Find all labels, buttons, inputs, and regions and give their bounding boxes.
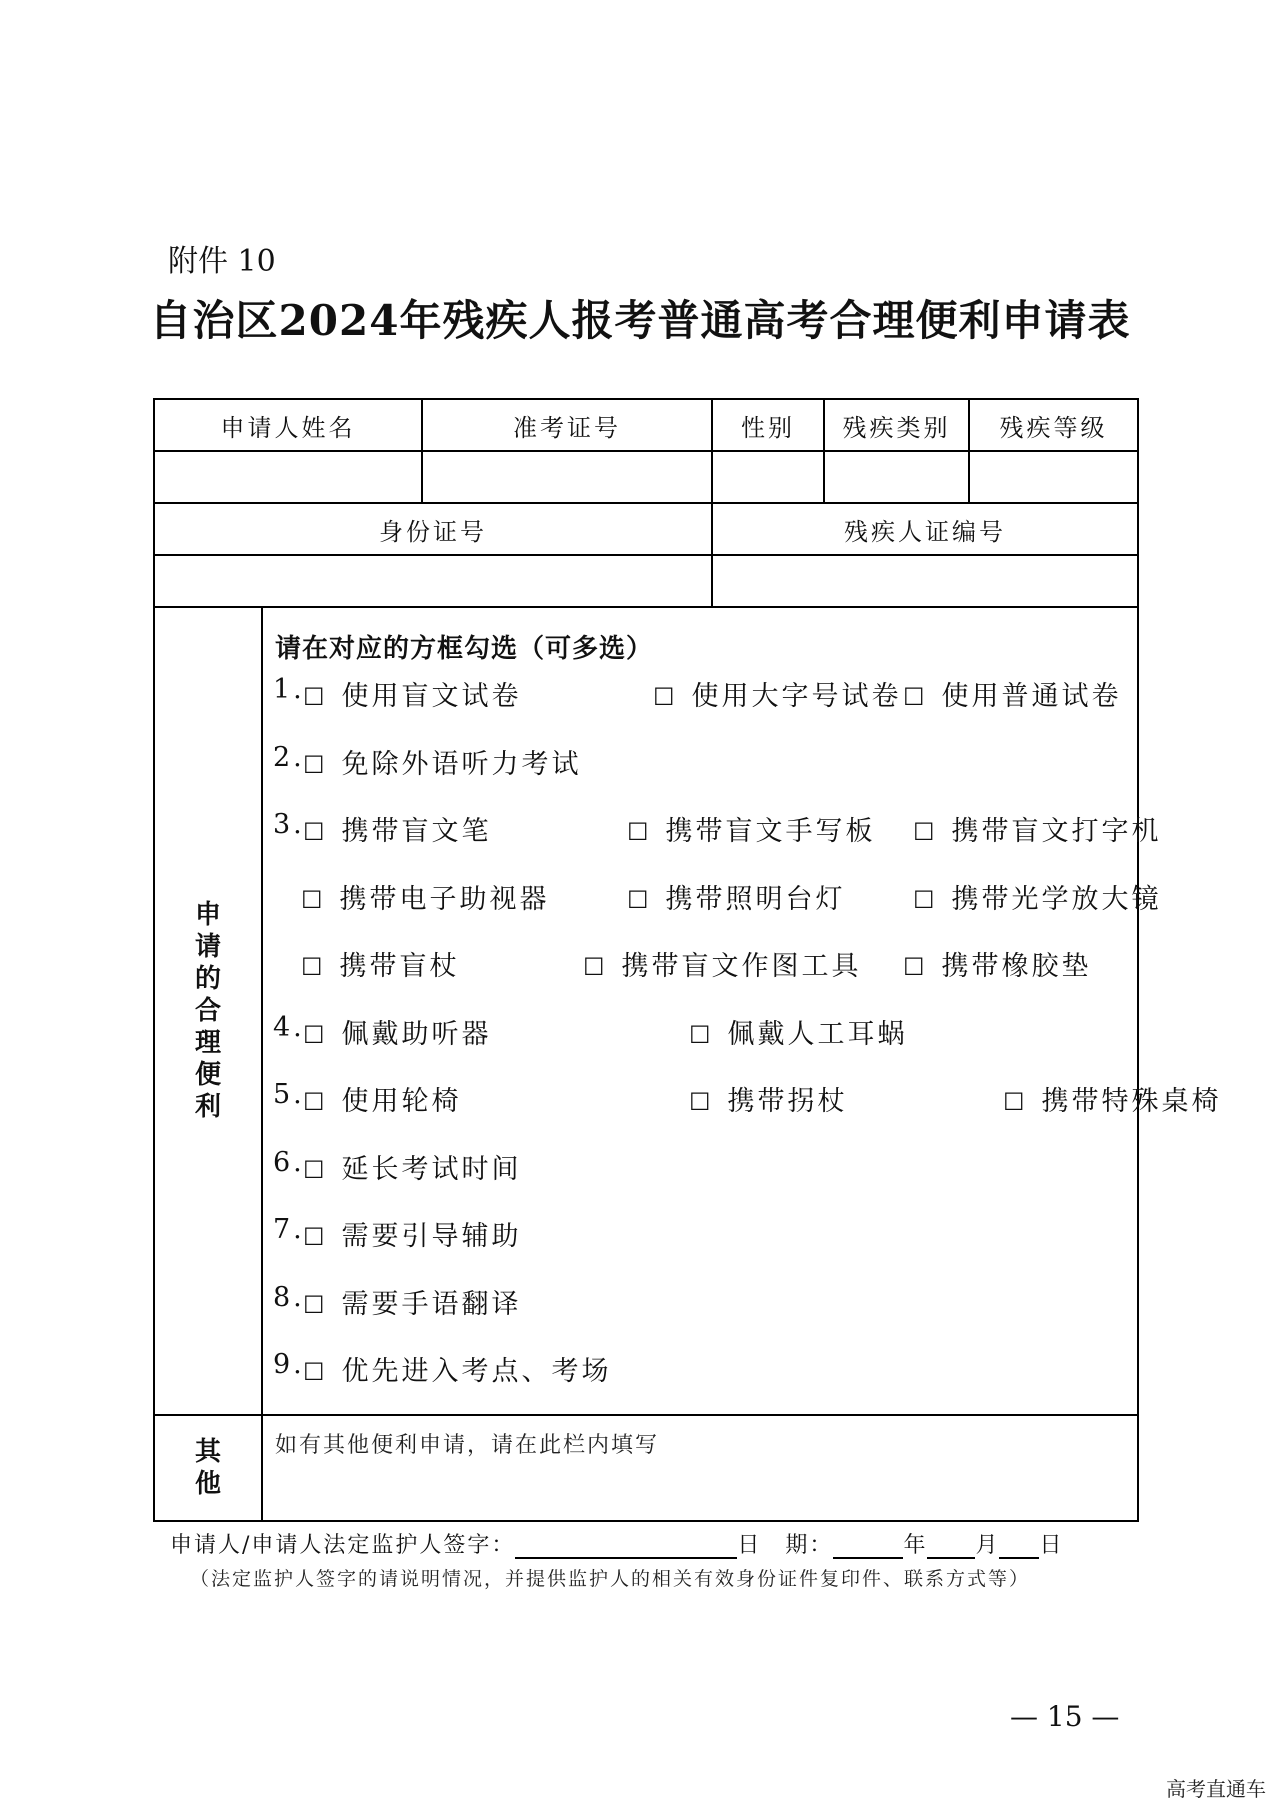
checkbox-icon[interactable]: ☐ bbox=[301, 885, 326, 914]
checkbox-icon[interactable]: ☐ bbox=[303, 1020, 328, 1049]
option-item[interactable] bbox=[653, 674, 902, 713]
option-item[interactable] bbox=[301, 877, 550, 916]
option-item[interactable] bbox=[903, 944, 1092, 983]
form-title: 自治区2024年残疾人报考普通高考合理便利申请表 bbox=[149, 296, 1131, 345]
header-applicant-name: 申请人姓名 bbox=[220, 413, 356, 442]
checkbox-icon[interactable]: ☐ bbox=[627, 818, 652, 846]
option-label: 使用盲文试卷 bbox=[341, 681, 522, 712]
guardian-note: （法定监护人签字的请说明情况，并提供监护人的相关有效身份证件复印件、联系方式等） bbox=[190, 1568, 1031, 1590]
option-item[interactable] bbox=[303, 674, 522, 713]
option-number: 6. bbox=[273, 1146, 305, 1178]
checkbox-icon[interactable]: ☐ bbox=[913, 885, 938, 914]
option-label: 携带光学放大镜 bbox=[951, 883, 1162, 915]
other-request-field[interactable] bbox=[263, 1416, 1137, 1520]
option-item[interactable] bbox=[913, 877, 1162, 916]
option-label: 携带照明台灯 bbox=[665, 883, 846, 915]
other-label-char: 他 bbox=[194, 1469, 221, 1499]
option-item[interactable] bbox=[903, 674, 1122, 713]
day-label: 日 bbox=[1039, 1533, 1064, 1558]
option-label: 优先进入考点、考场 bbox=[341, 1356, 612, 1387]
option-label: 携带特殊桌椅 bbox=[1041, 1086, 1222, 1117]
applicant-name-field[interactable] bbox=[155, 452, 421, 502]
option-label: 佩戴人工耳蜗 bbox=[727, 1018, 908, 1050]
checkbox-icon[interactable]: ☐ bbox=[303, 1088, 328, 1116]
attachment-label: 附件 10 bbox=[168, 244, 276, 279]
header-disability-type: 残疾类别 bbox=[842, 413, 951, 442]
checkbox-icon[interactable]: ☐ bbox=[303, 750, 328, 779]
option-label: 携带盲文作图工具 bbox=[621, 951, 862, 982]
checkbox-icon[interactable]: ☐ bbox=[303, 683, 328, 711]
signature-field[interactable] bbox=[515, 1533, 737, 1559]
checkbox-icon[interactable]: ☐ bbox=[689, 1088, 714, 1116]
option-item[interactable] bbox=[303, 1147, 522, 1186]
id-number-field[interactable] bbox=[155, 556, 711, 606]
option-label: 佩戴助听器 bbox=[341, 1018, 492, 1050]
signature-line bbox=[170, 1528, 1063, 1559]
header-admission-number: 准考证号 bbox=[513, 413, 621, 442]
option-label: 使用大字号试卷 bbox=[691, 681, 902, 712]
option-item[interactable] bbox=[627, 809, 876, 848]
checkbox-icon[interactable]: ☐ bbox=[913, 818, 938, 846]
other-hint-text: 如有其他便利申请，请在此栏内填写 bbox=[275, 1433, 660, 1458]
signature-label: 申请人/申请人法定监护人签字： bbox=[170, 1533, 516, 1558]
option-number: 5. bbox=[273, 1079, 305, 1110]
option-label: 需要手语翻译 bbox=[341, 1288, 522, 1320]
option-label: 携带电子助视器 bbox=[339, 883, 550, 915]
option-label: 免除外语听力考试 bbox=[341, 748, 582, 780]
section-label-char: 的 bbox=[194, 964, 221, 994]
option-number: 3. bbox=[273, 809, 305, 840]
option-number: 2. bbox=[273, 741, 305, 773]
option-number: 8. bbox=[273, 1281, 305, 1313]
option-item[interactable] bbox=[627, 877, 846, 916]
option-label: 携带盲文打字机 bbox=[951, 816, 1162, 847]
checkbox-icon[interactable]: ☐ bbox=[303, 1358, 328, 1386]
option-item[interactable] bbox=[1003, 1079, 1222, 1118]
other-label-char: 其 bbox=[194, 1437, 221, 1467]
date-label: 日 期： bbox=[737, 1533, 834, 1558]
option-item[interactable] bbox=[689, 1079, 848, 1118]
header-disability-cert-number: 残疾人证编号 bbox=[844, 517, 1006, 546]
checkbox-icon[interactable]: ☐ bbox=[583, 953, 608, 981]
option-item[interactable] bbox=[301, 944, 460, 983]
section-label-other bbox=[155, 1416, 261, 1520]
section-label-char: 申 bbox=[194, 900, 221, 930]
checkbox-icon[interactable]: ☐ bbox=[303, 1290, 328, 1319]
disability-level-field[interactable] bbox=[970, 452, 1137, 502]
option-label: 需要引导辅助 bbox=[341, 1221, 522, 1252]
month-label: 月 bbox=[975, 1533, 1000, 1558]
option-item[interactable] bbox=[583, 944, 862, 983]
checkbox-icon[interactable]: ☐ bbox=[303, 1223, 328, 1251]
section-label-char: 理 bbox=[194, 1028, 221, 1058]
disability-cert-number-field[interactable] bbox=[713, 556, 1137, 606]
option-number: 9. bbox=[273, 1349, 305, 1380]
option-item[interactable] bbox=[303, 1079, 462, 1118]
option-item[interactable] bbox=[303, 809, 492, 848]
option-item[interactable] bbox=[303, 742, 582, 781]
checkbox-icon[interactable]: ☐ bbox=[1003, 1088, 1028, 1116]
day-field[interactable] bbox=[999, 1533, 1039, 1559]
option-label: 携带橡胶垫 bbox=[941, 951, 1092, 982]
option-label: 携带拐杖 bbox=[727, 1086, 848, 1117]
checkbox-icon[interactable]: ☐ bbox=[303, 818, 328, 846]
option-item[interactable] bbox=[303, 1349, 612, 1388]
option-item[interactable] bbox=[913, 809, 1162, 848]
header-disability-level: 残疾等级 bbox=[999, 413, 1108, 442]
section-label-char: 请 bbox=[194, 932, 221, 962]
section-label-char: 便 bbox=[194, 1060, 221, 1090]
header-id-number: 身份证号 bbox=[379, 517, 487, 546]
option-label: 延长考试时间 bbox=[341, 1153, 522, 1185]
year-label: 年 bbox=[903, 1533, 928, 1558]
gender-field[interactable] bbox=[713, 452, 823, 502]
checkbox-icon[interactable]: ☐ bbox=[689, 1020, 714, 1049]
admission-number-field[interactable] bbox=[423, 452, 711, 502]
section-label-char: 利 bbox=[194, 1092, 221, 1122]
page-number: — 15 — bbox=[1010, 1700, 1120, 1733]
watermark: 高考直通车 bbox=[1166, 1777, 1266, 1801]
header-gender: 性别 bbox=[741, 413, 795, 442]
option-label: 携带盲杖 bbox=[339, 951, 460, 982]
option-label: 携带盲文手写板 bbox=[665, 816, 876, 847]
section-label-char: 合 bbox=[194, 996, 221, 1026]
checkbox-icon[interactable]: ☐ bbox=[301, 953, 326, 981]
application-form-table bbox=[153, 398, 1222, 1522]
section-label-accommodations bbox=[155, 608, 261, 1414]
option-item[interactable] bbox=[303, 1214, 522, 1253]
option-item[interactable] bbox=[689, 1012, 908, 1051]
disability-type-field[interactable] bbox=[825, 452, 968, 502]
checkbox-icon[interactable]: ☐ bbox=[627, 885, 652, 914]
checkbox-icon[interactable]: ☐ bbox=[903, 683, 928, 711]
checkbox-icon[interactable]: ☐ bbox=[653, 683, 678, 711]
instruction-text: 请在对应的方框勾选（可多选） bbox=[275, 634, 654, 664]
checkbox-icon[interactable]: ☐ bbox=[303, 1155, 328, 1184]
option-item[interactable] bbox=[303, 1012, 492, 1051]
option-number: 1. bbox=[273, 674, 305, 705]
option-label: 使用轮椅 bbox=[341, 1086, 462, 1117]
month-field[interactable] bbox=[927, 1533, 975, 1559]
option-label: 携带盲文笔 bbox=[341, 816, 492, 847]
checkbox-icon[interactable]: ☐ bbox=[903, 953, 928, 981]
year-field[interactable] bbox=[833, 1533, 903, 1559]
option-number: 7. bbox=[273, 1214, 305, 1245]
option-item[interactable] bbox=[303, 1282, 522, 1321]
option-label: 使用普通试卷 bbox=[941, 681, 1122, 712]
option-number: 4. bbox=[273, 1011, 305, 1043]
